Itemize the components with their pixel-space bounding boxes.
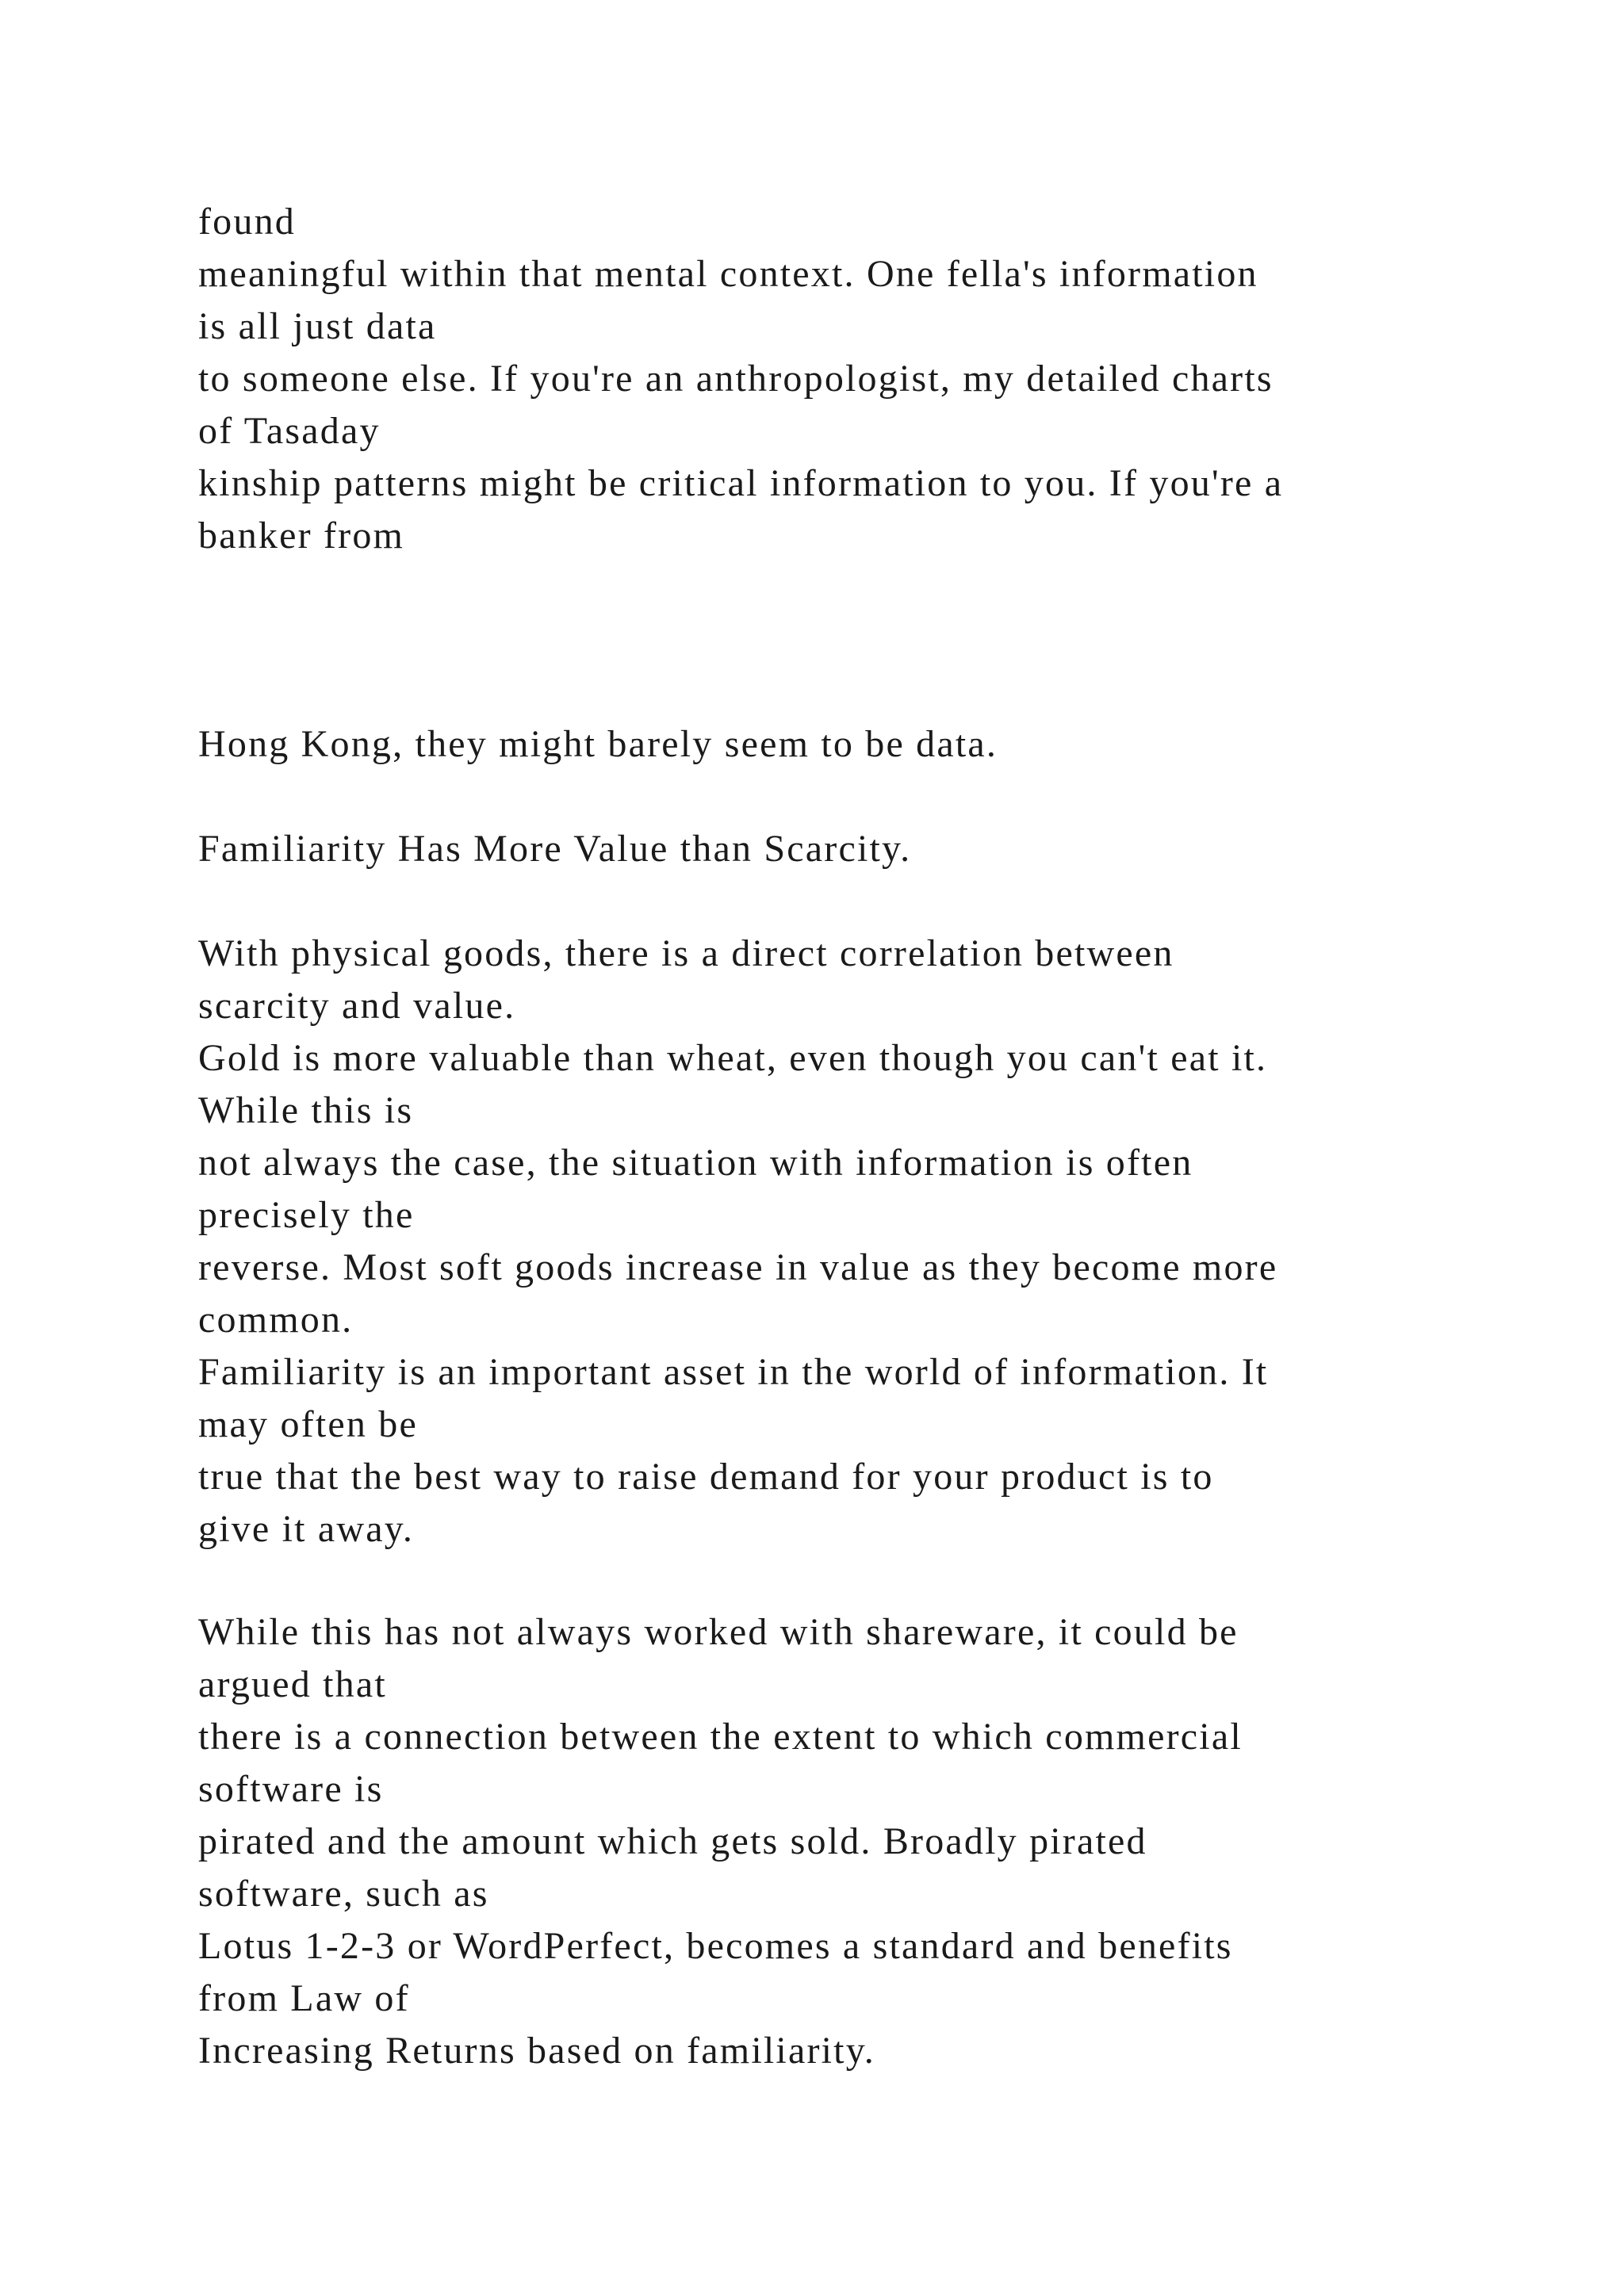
text-line: may often be — [198, 1403, 418, 1445]
text-line: is all just data — [198, 305, 437, 347]
paragraph-continuation — [198, 196, 1499, 562]
text-line: Familiarity is an important asset in the world of information. It — [198, 1351, 1269, 1393]
text-line: to someone else. If you're an anthropologist, my detailed charts — [198, 358, 1274, 400]
section-heading — [198, 823, 1499, 875]
text-line: Gold is more valuable than wheat, even though you can't eat it. — [198, 1037, 1268, 1079]
text-line: While this has not always worked with shareware, it could be — [198, 1611, 1239, 1653]
text-line: true that the best way to raise demand for your product is to — [198, 1456, 1214, 1498]
text-line: Hong Kong, they might barely seem to be data. — [198, 723, 998, 765]
text-line: argued that — [198, 1663, 387, 1705]
text-line: not always the case, the situation with information is often — [198, 1142, 1193, 1184]
text-line: banker from — [198, 515, 405, 557]
paragraph-shareware — [198, 1606, 1499, 2077]
text-line: found — [198, 201, 296, 243]
heading-text: Familiarity Has More Value than Scarcity. — [198, 828, 912, 870]
text-line: of Tasaday — [198, 410, 381, 452]
text-line: from Law of — [198, 1977, 410, 2019]
text-line: reverse. Most soft goods increase in value as they become more — [198, 1246, 1278, 1288]
text-line: software, such as — [198, 1873, 489, 1915]
text-line: software is — [198, 1768, 384, 1810]
text-line: kinship patterns might be critical information to you. If you're a — [198, 462, 1284, 504]
text-line: meaningful within that mental context. One fella's information — [198, 253, 1258, 295]
text-line: While this is — [198, 1089, 414, 1131]
text-line: With physical goods, there is a direct correlation between — [198, 932, 1174, 974]
paragraph-hong-kong — [198, 718, 1499, 771]
text-line: precisely the — [198, 1194, 415, 1236]
text-line: pirated and the amount which gets sold. Broadly pirated — [198, 1820, 1147, 1862]
text-line: Lotus 1-2-3 or WordPerfect, becomes a standard and benefits — [198, 1925, 1233, 1967]
paragraph-physical-goods — [198, 928, 1499, 1556]
text-line: scarcity and value. — [198, 985, 516, 1027]
text-line: there is a connection between the extent to which commercial — [198, 1716, 1243, 1758]
text-line: give it away. — [198, 1508, 415, 1550]
text-line: Increasing Returns based on familiarity. — [198, 2030, 875, 2072]
text-line: common. — [198, 1299, 354, 1341]
